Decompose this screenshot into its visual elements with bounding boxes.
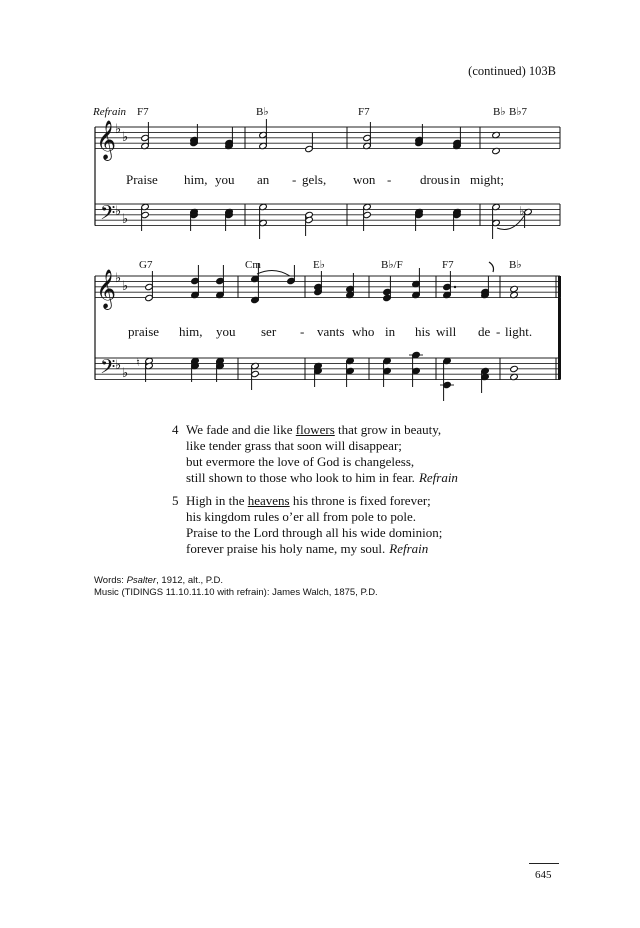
lyric-syllable: Praise: [126, 172, 158, 187]
lyric-syllable: gels,: [302, 172, 327, 187]
lyric-syllable: -: [292, 172, 297, 187]
lyric-syllable: his: [415, 324, 431, 339]
line-text: We fade and die like: [186, 422, 296, 437]
chord-symbol: Cm: [245, 259, 261, 271]
lyric-syllable: -: [300, 324, 305, 339]
lyric-syllable: might;: [470, 172, 504, 187]
final-barline: [558, 298, 561, 358]
lyric-syllable: ser: [261, 324, 277, 339]
key-flat-icon: ♭: [115, 203, 122, 218]
treble-clef-icon: 𝄞: [96, 122, 117, 159]
line-text: Praise to the Lord through all his wide dominion;: [186, 525, 443, 540]
lyric-syllable: you: [216, 324, 236, 339]
lyric-syllable: drous: [420, 172, 449, 187]
continued-header: (continued) 103B: [468, 64, 556, 78]
stanza-line: [186, 454, 414, 470]
system1-bass-staff: [95, 204, 560, 226]
stanza-line: [186, 493, 431, 509]
underlined-word: heavens: [247, 493, 290, 508]
chord-symbol: E♭: [313, 259, 325, 271]
lyric-syllable: praise: [128, 324, 160, 339]
lyric-syllable: an: [257, 172, 270, 187]
lyric-syllable: in: [450, 172, 461, 187]
system2-treble-staff: [95, 276, 560, 298]
underlined-word: flowers: [295, 422, 335, 437]
chord-symbol: G7: [139, 259, 153, 271]
chord-symbol: F7: [358, 106, 370, 118]
line-text: forever praise his holy name, my soul.: [186, 541, 386, 556]
line-text: High in the: [186, 493, 248, 508]
words-rest: , 1912, alt., P.D.: [156, 575, 224, 586]
line-text: that grow in beauty,: [334, 422, 442, 437]
key-flat-icon: ♭: [122, 211, 129, 226]
words-label: Words:: [94, 575, 127, 586]
bass-clef-icon: 𝄢: [100, 357, 116, 383]
slur: [257, 270, 290, 276]
open-notehead: [510, 365, 519, 372]
footer-rule: [529, 863, 559, 864]
line-text: like tender grass that soon will disappear;: [186, 438, 402, 453]
lyric-syllable: light.: [505, 324, 533, 339]
key-flat-icon: ♭: [122, 365, 129, 380]
final-barline: [558, 276, 561, 298]
lyric-syllable: -: [387, 172, 392, 187]
chord-symbol: F7: [137, 106, 149, 118]
chord-symbol: B♭: [509, 259, 522, 271]
dot: [454, 286, 456, 288]
refrain-cue: Refrain: [418, 470, 458, 485]
chord-symbol: B♭/F: [381, 259, 403, 271]
lyric-syllable: him,: [179, 324, 203, 339]
music-score: [0, 0, 640, 420]
chord-symbol: B♭: [256, 106, 269, 118]
natural-accidental-icon: ♮: [136, 357, 140, 369]
chord-symbol: B♭: [493, 106, 506, 118]
words-credit: [94, 575, 223, 587]
stanza-line: [186, 438, 402, 454]
system1-treble-staff: [95, 127, 560, 149]
lyric-syllable: vants: [317, 324, 345, 339]
refrain-cue: Refrain: [389, 541, 429, 556]
lyric-syllable: him,: [184, 172, 208, 187]
words-source: Psalter: [126, 575, 157, 586]
lyric-syllable: de: [478, 324, 491, 339]
system2-bass-staff: [95, 358, 560, 380]
chord-symbol: F7: [442, 259, 454, 271]
lyric-syllable: -: [496, 324, 501, 339]
stanza-line: [186, 541, 428, 557]
line-text: still shown to those who look to him in fear.: [186, 470, 415, 485]
key-flat-icon: ♭: [122, 278, 129, 293]
refrain-label: Refrain: [93, 106, 126, 118]
chord-symbol: B♭7: [509, 106, 528, 118]
key-flat-icon: ♭: [115, 357, 122, 372]
key-flat-icon: ♭: [122, 129, 129, 144]
treble-clef-icon: 𝄞: [96, 271, 117, 308]
stanza-number: 5: [172, 493, 179, 508]
bass-clef-icon: 𝄢: [100, 203, 116, 229]
stanza-line: [186, 509, 416, 525]
stanza-line: [186, 470, 458, 486]
lyric-syllable: you: [215, 172, 235, 187]
slur: [497, 216, 524, 230]
key-flat-icon: ♭: [115, 121, 122, 136]
flag: [489, 262, 494, 272]
stanza-line: [186, 422, 441, 438]
music-credit: Music (TIDINGS 11.10.11.10 with refrain): James Walch, 1875, P.D.: [94, 587, 378, 598]
lyric-syllable: will: [436, 324, 457, 339]
lyric-syllable: in: [385, 324, 396, 339]
final-barline: [558, 358, 561, 380]
line-text: but evermore the love of God is changeless,: [186, 454, 415, 469]
key-flat-icon: ♭: [115, 270, 122, 285]
page-number: 645: [535, 869, 552, 881]
line-text: his throne is fixed forever;: [289, 493, 431, 508]
lyric-syllable: won: [353, 172, 376, 187]
line-text: his kingdom rules o’er all from pole to pole.: [186, 509, 416, 524]
stanza-number: 4: [172, 422, 179, 437]
lyric-syllable: who: [352, 324, 375, 339]
accidental-flat-icon: ♭: [519, 204, 525, 218]
stanza-line: [186, 525, 442, 541]
